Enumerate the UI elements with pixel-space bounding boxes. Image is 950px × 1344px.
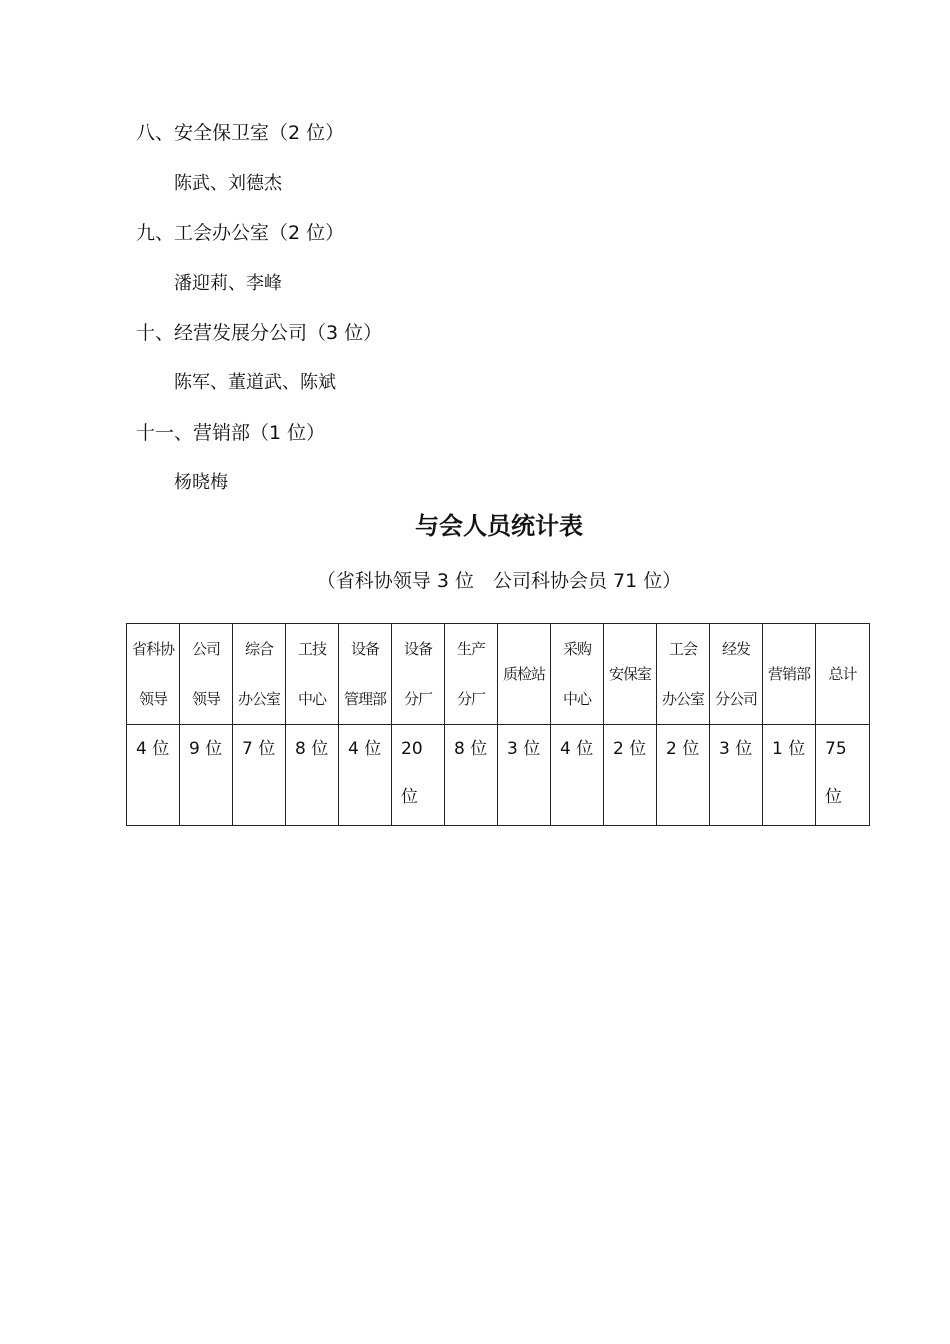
value-text: 2 位: [666, 739, 700, 759]
value-text: 20 位: [401, 739, 423, 807]
value-cell: [339, 725, 392, 826]
value-cell: [445, 725, 498, 826]
header-label: 综合 办公室: [237, 640, 280, 708]
section-names-union: 潘迎莉、李峰: [174, 273, 282, 294]
section-names-marketing: 杨晓梅: [174, 472, 228, 493]
value-cell: [233, 725, 286, 826]
value-text: 9 位: [189, 739, 223, 759]
header-label: 工技 中心: [297, 640, 326, 708]
value-text: 4 位: [348, 739, 382, 759]
value-text: 8 位: [454, 739, 488, 759]
value-cell: [604, 725, 657, 826]
section-heading-marketing: 十一、营销部（1 位）: [136, 422, 326, 444]
value-text: 2 位: [613, 739, 647, 759]
value-cell: [286, 725, 339, 826]
table-title: 与会人员统计表: [415, 512, 583, 540]
header-label: 总计: [828, 665, 857, 683]
header-cell: [286, 624, 339, 725]
header-cell: [604, 624, 657, 725]
section-names-security: 陈武、刘德杰: [174, 173, 282, 194]
value-cell: [551, 725, 604, 826]
header-cell: [127, 624, 180, 725]
attendee-stats-table: [126, 623, 870, 826]
header-label: 采购 中心: [562, 640, 591, 708]
value-cell: [180, 725, 233, 826]
header-label: 省科协 领导: [131, 640, 174, 708]
header-label: 经发 分公司: [714, 640, 757, 708]
header-label: 生产 分厂: [456, 640, 485, 708]
header-label: 工会 办公室: [661, 640, 704, 708]
section-heading-union: 九、工会办公室（2 位）: [136, 222, 345, 244]
header-cell: [763, 624, 816, 725]
header-cell: [180, 624, 233, 725]
value-cell: [763, 725, 816, 826]
header-cell: [392, 624, 445, 725]
table-header-row: [127, 624, 870, 725]
value-cell: [657, 725, 710, 826]
section-heading-business: 十、经营发展分公司（3 位）: [136, 322, 383, 344]
header-cell: [657, 624, 710, 725]
header-cell: [816, 624, 870, 725]
header-label: 安保室: [608, 665, 651, 683]
value-text: 1 位: [772, 739, 806, 759]
value-text: 3 位: [507, 739, 541, 759]
table-subtitle: （省科协领导 3 位 公司科协会员 71 位）: [316, 570, 682, 592]
header-label: 营销部: [767, 665, 810, 683]
header-label: 设备 分厂: [403, 640, 432, 708]
value-cell: [816, 725, 870, 826]
header-cell: [498, 624, 551, 725]
value-cell: [127, 725, 180, 826]
value-text: 3 位: [719, 739, 753, 759]
value-text: 4 位: [560, 739, 594, 759]
value-text: 4 位: [136, 739, 170, 759]
header-label: 公司 领导: [191, 640, 220, 708]
table-value-row: [127, 725, 870, 826]
section-heading-security: 八、安全保卫室（2 位）: [136, 122, 345, 144]
value-text: 7 位: [242, 739, 276, 759]
value-text: 75 位: [825, 739, 847, 807]
value-cell: [710, 725, 763, 826]
value-cell: [392, 725, 445, 826]
header-cell: [445, 624, 498, 725]
header-label: 设备 管理部: [343, 640, 386, 708]
value-text: 8 位: [295, 739, 329, 759]
header-label: 质检站: [502, 665, 545, 683]
header-cell: [710, 624, 763, 725]
header-cell: [233, 624, 286, 725]
value-cell: [498, 725, 551, 826]
header-cell: [551, 624, 604, 725]
header-cell: [339, 624, 392, 725]
section-names-business: 陈军、董道武、陈斌: [174, 372, 336, 393]
